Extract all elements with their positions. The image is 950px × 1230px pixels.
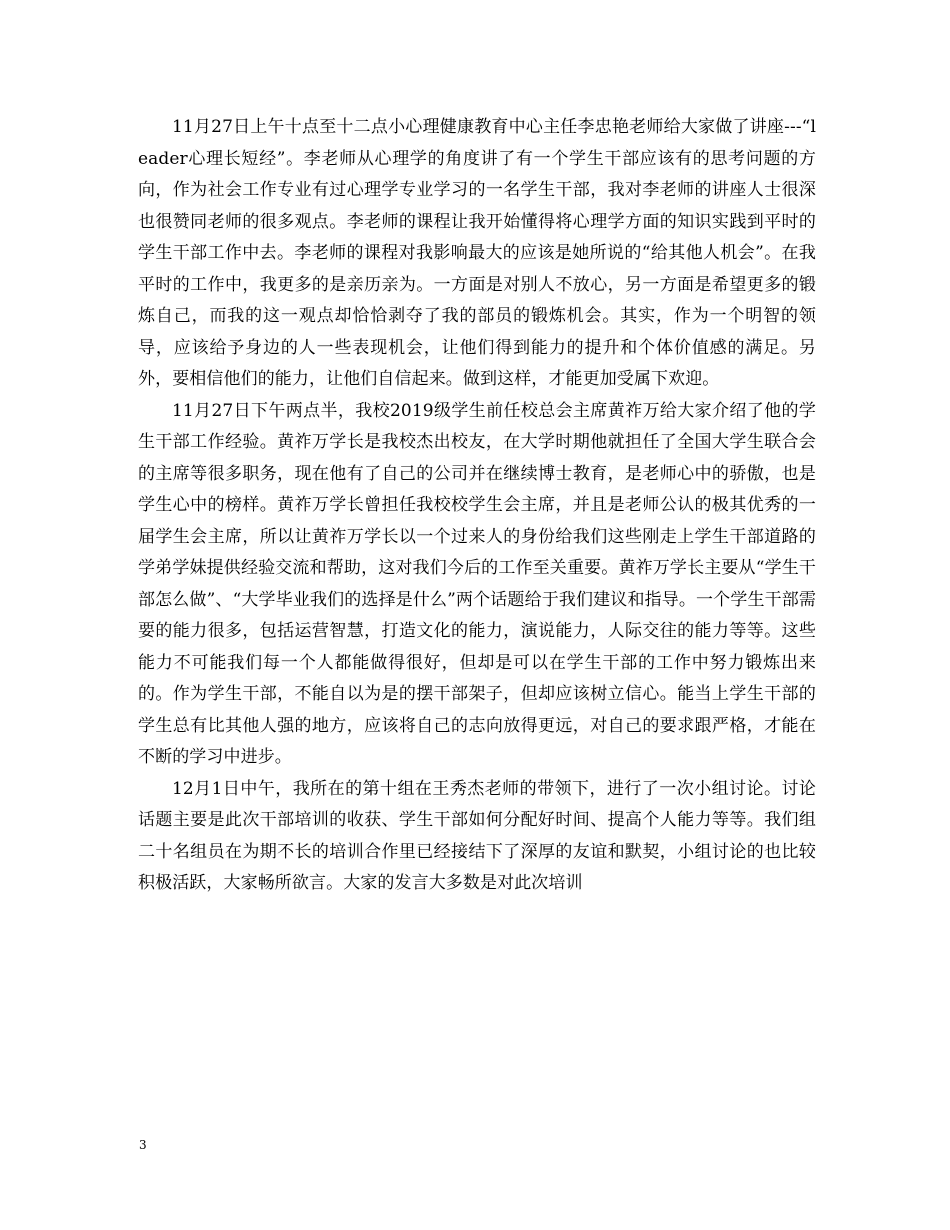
page-number: 3 — [139, 1138, 147, 1152]
document-body — [138, 112, 816, 900]
paragraph-alumni-experience: 11月27日下午两点半，我校2019级学生前任校总会主席黄祚万给大家介绍了他的学生干部工作经验。黄祚万学长是我校杰出校友，在大学时期他就担任了全国大学生联合会的主席等很多职务，现在他有了自己的公司并在继续博士教育，是老师心中的骄傲，也是学生心中的榜样。黄祚万学长曾担任我校校学生会主席，并且是老师公认的极其优秀的一届学生会主席，所以让黄祚万学长以一个过来人的身份给我们这些刚走上学生干部道路的学弟学妹提供经验交流和帮助，这对我们今后的工作至关重要。黄祚万学长主要从“学生干部怎么做”、“大学毕业我们的选择是什么”两个话题给于我们建议和指导。一个学生干部需要的能力很多，包括运营智慧，打造文化的能力，演说能力，人际交往的能力等等。这些能力不可能我们每一个人都能做得很好，但却是可以在学生干部的工作中努力锻炼出来的。作为学生干部，不能自以为是的摆干部架子，但却应该树立信心。能当上学生干部的学生总有比其他人强的地方，应该将自己的志向放得更远，对自己的要求跟严格，才能在不断的学习中进步。 — [138, 400, 816, 767]
paragraph-group-discussion: 12月1日中午，我所在的第十组在王秀杰老师的带领下，进行了一次小组讨论。讨论话题主要是此次干部培训的收获、学生干部如何分配好时间、提高个人能力等等。我们组二十名组员在为期不长的培训合作里已经接结下了深厚的友谊和默契，小组讨论的也比较积极活跃，大家畅所欲言。大家的发言大多数是对此次培训 — [138, 778, 816, 893]
paragraph-lecture-psychology: 11月27日上午十点至十二点小心理健康教育中心主任李忠艳老师给大家做了讲座---“leader心理长短经”。李老师从心理学的角度讲了有一个学生干部应该有的思考问题的方向，作为社会工作专业有过心理学专业学习的一名学生干部，我对李老师的讲座人士很深也很赞同老师的很多观点。李老师的课程让我开始懂得将心理学方面的知识实践到平时的学生干部工作中去。李老师的课程对我影响最大的应该是她所说的“给其他人机会”。在我平时的工作中，我更多的是亲历亲为。一方面是对别人不放心，另一方面是希望更多的锻炼自己，而我的这一观点却恰恰剥夺了我的部员的锻炼机会。其实，作为一个明智的领导，应该给予身边的人一些表现机会，让他们得到能力的提升和个体价值感的满足。另外，要相信他们的能力，让他们自信起来。做到这样，才能更加受属下欢迎。 — [138, 117, 816, 389]
